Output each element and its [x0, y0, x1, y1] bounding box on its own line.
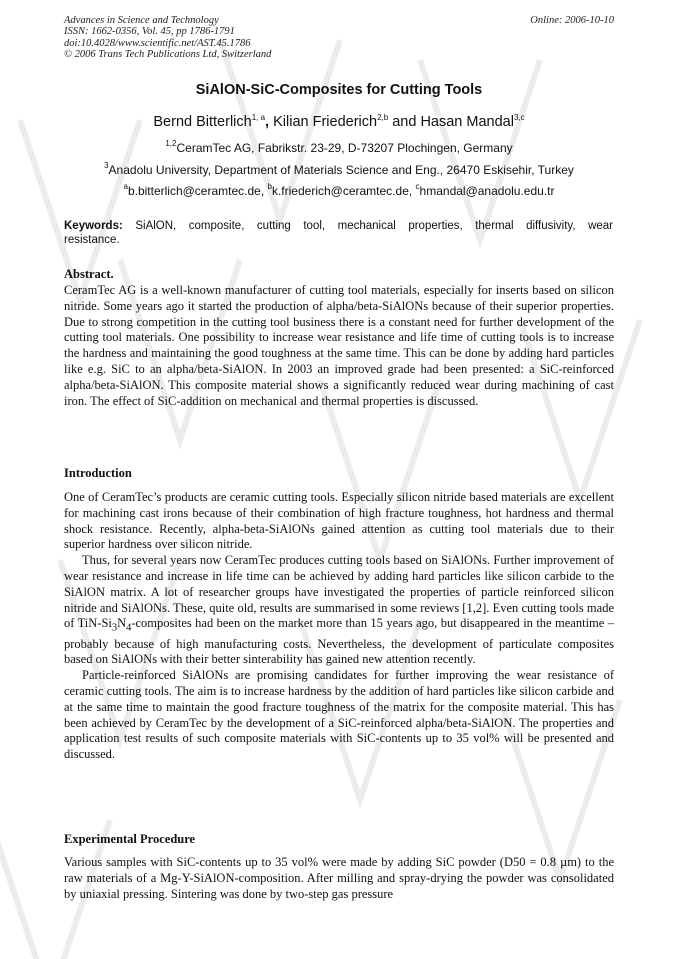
affiliation-ceramtec — [0, 139, 678, 155]
email-address: k.friederich@ceramtec.de, — [271, 184, 416, 198]
author-name: Bernd Bitterlich — [153, 114, 252, 130]
experimental-paragraph: Various samples with SiC-contents up to 35 vol% were made by adding SiC powder (D50 = 0.8 µm) to the raw materials of a Mg-Y-SiAlON-composition. After milling and spray-drying the powder was consolidated by uniaxial pressing. Sintering was done by two-step gas pressure — [64, 855, 614, 901]
author-superscript: 1, a — [251, 113, 266, 122]
affiliation-anadolu — [0, 161, 678, 177]
keywords-text: SiAlON, composite, cutting tool, mechanical properties, thermal diffusivity, wear resistance. — [64, 220, 613, 246]
author-name: Kilian Friederich — [273, 114, 378, 130]
keywords-label: Keywords: — [64, 220, 123, 232]
keywords — [64, 219, 613, 247]
journal-name: Advances in Science and Technology — [64, 15, 219, 26]
intro-paragraph-3: Particle-reinforced SiAlONs are promising candidates for further improving the wear resistance of ceramic cutting tools. The aim is to increase hardness by the addition of hard particles like silicon carbide and at the same time to maintain the good fracture toughness of the matrix for the composite material. This has been achieved by CeramTec by the development of a SiC-reinforced alpha/beta-SiAlON. The properties and application test results of such composite materials with SiC-contents up to 35 vol% will be presented and discussed. — [64, 668, 614, 762]
issn-line: ISSN: 1662-0356, Vol. 45, pp 1786-1791 — [64, 26, 235, 38]
author-superscript: 2,b — [377, 113, 389, 122]
journal-header — [64, 15, 271, 60]
author-separator: and — [388, 114, 421, 130]
introduction-text — [64, 490, 614, 763]
introduction-heading: Introduction — [64, 466, 132, 480]
intro-p2-text: N — [117, 616, 127, 631]
author-separator: , — [265, 114, 274, 130]
experimental-text — [64, 855, 614, 902]
intro-p2-text: Thus, for several years now CeramTec produces cutting tools based on SiAlONs. Further improvement of wear resistance and increase in life time can be achieved by adding hard particles like silicon carbide to the SiAlON matrix. A lot of researcher groups have investigated the properties of particle reinforced silicon nitride and SiAlONs. These, quite old, results are summarised in some reviews [1,2]. Even cutting tools made of TiN-Si — [64, 553, 614, 631]
email-superscript: b — [267, 182, 272, 191]
affiliation-text: Anadolu University, Department of Materials Science and Eng., 26470 Eskisehir, Turkey — [108, 163, 574, 177]
subscript: 3 — [111, 622, 118, 634]
intro-paragraph-2 — [64, 553, 614, 668]
affiliation-text: CeramTec AG, Fabrikstr. 23-29, D-73207 Plochingen, Germany — [176, 141, 513, 155]
paper-title: SiAlON-SiC-Composites for Cutting Tools — [195, 82, 483, 98]
intro-p2-text: -composites had been on the market more than 15 years ago, but disappeared in the meantime – probably because of high manufacturing costs. Nevertheless, the development of particulate composites based on SiAlONs with their better sinterability has gained new attention recently. — [64, 616, 614, 667]
abstract-heading: Abstract. — [64, 267, 114, 281]
author-name: Hasan Mandal — [420, 114, 514, 130]
intro-paragraph-1: One of CeramTec’s products are ceramic cutting tools. Especially silicon nitride based materials are excellent for machining cast irons because of their combination of high fracture toughness, hot hardness and thermal shock resistance. Recently, alpha-beta-SiAlONs gained attention as cutting tool materials due to their superior hardness over silicon nitride. — [64, 490, 614, 552]
author-emails — [0, 182, 678, 198]
online-date: Online: 2006-10-10 — [530, 15, 614, 26]
affiliation-superscript: 3 — [104, 161, 109, 170]
experimental-heading: Experimental Procedure — [64, 832, 196, 846]
copyright-line: © 2006 Trans Tech Publications Ltd, Switzerland — [64, 48, 272, 60]
affiliation-superscript: 1,2 — [165, 139, 177, 148]
doi-line: doi:10.4028/www.scientific.net/AST.45.1786 — [64, 37, 251, 49]
author-line — [0, 113, 678, 130]
author-superscript: 3,c — [513, 113, 525, 122]
abstract-paragraph: CeramTec AG is a well-known manufacturer of cutting tool materials, especially for inserts based on silicon nitride. Some years ago it started the production of alpha/beta-SiAlONs because of their superior properties. Due to strong competition in the cutting tool business there is a constant need for further development of the cutting tool materials. One possibility to increase wear resistance and life time of cutting tools is to increase the hardness and maintaining the good toughness at the same time. This can be done by adding hard particles like e.g. SiC to an alpha/beta-SiAlON. In 2003 an improved grade had been presented: a SiC-reinforced alpha/beta-SiAlON. This composite material shows a significantly reduced wear during machining of cast iron. The effect of SiC-addition on mechanical and thermal properties is discussed. — [64, 283, 614, 408]
email-address: hmandal@anadolu.edu.tr — [419, 184, 555, 198]
email-superscript: c — [415, 182, 420, 191]
email-address: b.bitterlich@ceramtec.de, — [127, 184, 268, 198]
subscript: 4 — [126, 622, 132, 634]
abstract-text — [64, 283, 614, 409]
email-superscript: a — [123, 182, 128, 191]
